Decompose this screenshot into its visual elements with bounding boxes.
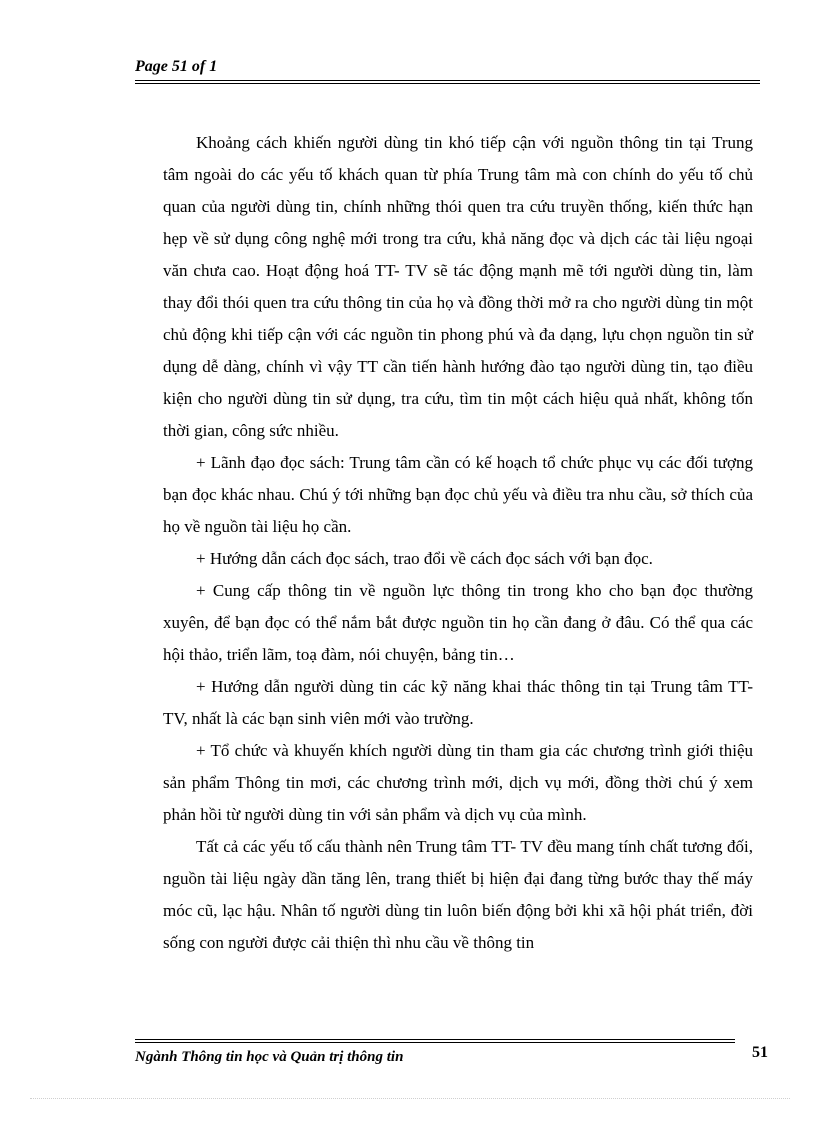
page-edge-divider	[30, 1098, 790, 1099]
paragraph-conclusion: Tất cả các yếu tố cấu thành nên Trung tâm TT- TV đều mang tính chất tương đối, nguồn tài liệu ngày dần tăng lên, trang thiết bị hiện đại đang từng bước thay thế máy móc cũ, lạc hậu. Nhân tố người dùng tin luôn biến động bởi khi xã hội phát triển, đời sống con người được cải thiện thì nhu cầu về thông tin	[163, 837, 753, 952]
paragraph-reading-method: + Hướng dẫn cách đọc sách, trao đổi về cách đọc sách với bạn đọc.	[196, 549, 653, 568]
body-content	[163, 127, 753, 959]
page-number: 51	[752, 1044, 768, 1061]
paragraph-intro: Khoảng cách khiến người dùng tin khó tiếp cận với nguồn thông tin tại Trung tâm ngoài do các yếu tố khách quan từ phía Trung tâm mà con chính do yếu tố chủ quan của người dùng tin, chính những thói quen tra cứu truyền thống, kiến thức hạn hẹp về sử dụng công nghệ mới trong tra cứu, khả năng đọc và dịch các tài liệu ngoại văn chưa cao. Hoạt động hoá TT- TV sẽ tác động mạnh mẽ tới người dùng tin, làm thay đổi thói quen tra cứu thông tin của họ và đồng thời mở ra cho người dùng tin một chủ động khi tiếp cận với các nguồn tin phong phú và đa dạng, lựu chọn nguồn tin sử dụng dễ dàng, chính vì vậy TT cần tiến hành hướng đào tạo người dùng tin, tạo điều kiện cho người dùng tin sử dụng, tra cứu, tìm tin một cách hiệu quả nhất, không tốn thời gian, công sức nhiều.	[163, 133, 753, 440]
header-title: Page 51 of 1	[135, 58, 218, 75]
page-footer	[135, 1039, 735, 1067]
paragraph-resource-info: + Cung cấp thông tin về nguồn lực thông tin trong kho cho bạn đọc thường xuyên, để bạn đọc có thể nắm bắt được nguồn tin họ cần đang ở đâu. Có thể qua các hội thảo, triển lãm, toạ đàm, nói chuyện, bảng tin…	[163, 581, 753, 664]
paragraph-programs: + Tổ chức và khuyến khích người dùng tin tham gia các chương trình giới thiệu sản phẩm Thông tin mơi, các chương trình mới, dịch vụ mới, đồng thời chú ý xem phản hồi từ người dùng tin với sản phẩm và dịch vụ của mình.	[163, 741, 753, 824]
footer-rule	[135, 1039, 735, 1043]
page-header	[135, 57, 760, 84]
footer-department: Ngành Thông tin học và Quản trị thông tin	[135, 1049, 404, 1065]
paragraph-reading-guidance: + Lãnh đạo đọc sách: Trung tâm cần có kế hoạch tổ chức phục vụ các đối tượng bạn đọc khác nhau. Chú ý tới những bạn đọc chủ yếu và điều tra nhu cầu, sở thích của họ về nguồn tài liệu họ cần.	[163, 453, 753, 536]
header-rule	[135, 80, 760, 84]
paragraph-skills-guidance: + Hướng dẫn người dùng tin các kỹ năng khai thác thông tin tại Trung tâm TT- TV, nhất là các bạn sinh viên mới vào trường.	[163, 677, 753, 728]
